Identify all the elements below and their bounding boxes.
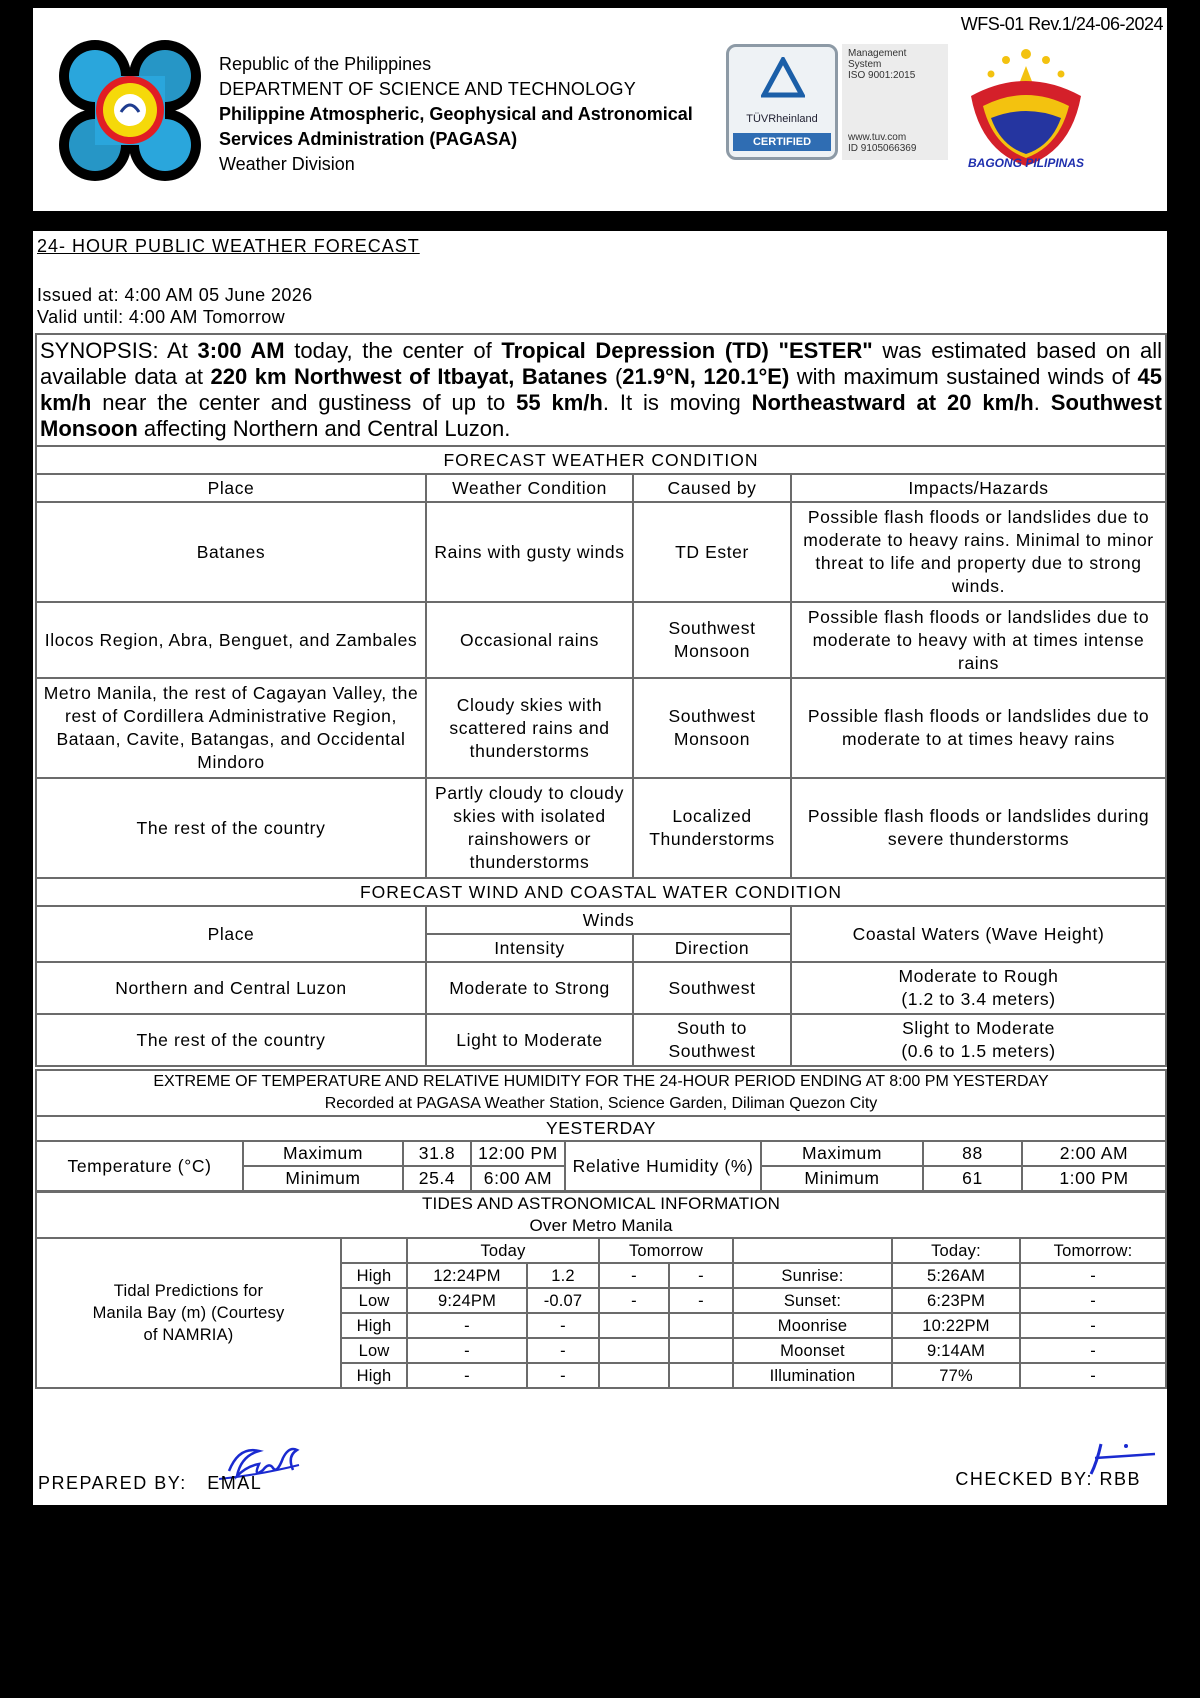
issued-at: Issued at: 4:00 AM 05 June 2026	[37, 285, 313, 305]
astro-label: Sunset:	[733, 1288, 892, 1313]
col-header-impacts: Impacts/Hazards	[791, 474, 1166, 502]
col-header-cause: Caused by	[633, 474, 791, 502]
wind-direction-cell: Southwest	[633, 962, 791, 1014]
synopsis-text: SYNOPSIS: At	[40, 338, 198, 363]
tuv-details	[842, 44, 948, 160]
place-cell: Batanes	[36, 502, 426, 602]
tide-tomorrow-height	[669, 1313, 733, 1338]
coastal-cell	[791, 962, 1166, 1014]
agency-republic: Republic of the Philippines	[219, 54, 432, 74]
tide-type: High	[341, 1363, 407, 1388]
bagong-pilipinas-text: BAGONG PILIPINAS	[967, 156, 1084, 170]
agency-division: Weather Division	[219, 154, 355, 174]
tuv-system-line: Management	[848, 48, 907, 59]
wind-header-row	[36, 906, 1166, 934]
weather-table	[35, 333, 1167, 1067]
wind-header-intensity: Intensity	[426, 934, 633, 962]
synopsis-text: . It is moving	[602, 390, 752, 415]
agency-block	[219, 52, 693, 177]
tidal-predictions-label: Tidal Predictions for Manila Bay (m) (Courtesy of NAMRIA)	[36, 1238, 341, 1388]
astro-label-header	[733, 1238, 892, 1263]
prepared-by	[38, 1473, 262, 1494]
extremes-max-row	[36, 1141, 1166, 1166]
synopsis-text: .	[1033, 390, 1051, 415]
astro-tomorrow-value: -	[1020, 1263, 1166, 1288]
tuv-web	[848, 132, 916, 154]
tide-tomorrow-height	[669, 1338, 733, 1363]
synopsis-text: today, the center of	[284, 338, 502, 363]
synopsis-text: was estimated based on all available data at	[40, 338, 1163, 389]
wind-section-title: FORECAST WIND AND COASTAL WATER CONDITION	[36, 878, 1166, 906]
prepared-initials: EMAL	[207, 1473, 263, 1493]
tuv-system-line: System	[848, 59, 882, 70]
tuv-badge	[726, 44, 838, 160]
impact-cell: Possible flash floods or landslides due to moderate to heavy rains. Minimal to minor threat to life and property due to strong winds.	[791, 502, 1166, 602]
synopsis-text: (	[607, 364, 623, 389]
wind-place-cell: Northern and Central Luzon	[36, 962, 426, 1014]
synopsis-movement: Northeastward at 20 km/h	[751, 390, 1034, 415]
checked-initials: RBB	[1099, 1469, 1141, 1489]
tide-today-header: Today	[407, 1238, 599, 1263]
tuv-brand: TÜVRheinland	[746, 113, 818, 125]
col-header-condition: Weather Condition	[426, 474, 633, 502]
tuv-id-line: ID 9105066369	[848, 143, 917, 154]
rh-max-time: 2:00 AM	[1022, 1141, 1166, 1166]
tide-today-height: 1.2	[527, 1263, 599, 1288]
rh-min-label: Minimum	[761, 1166, 923, 1191]
condition-cell: Partly cloudy to cloudy skies with isolated rainshowers or thunderstorms	[426, 778, 633, 878]
rh-max-label: Maximum	[761, 1141, 923, 1166]
place-cell: Ilocos Region, Abra, Benguet, and Zambales	[36, 602, 426, 678]
bagong-pilipinas-logo	[961, 36, 1091, 176]
table-row	[36, 962, 1166, 1014]
synopsis-text: affecting Northern and Central Luzon.	[137, 416, 511, 441]
checked-by	[955, 1469, 1141, 1490]
extremes-title-cell	[36, 1070, 1166, 1116]
place-cell: The rest of the country	[36, 778, 426, 878]
tuv-certified: CERTIFIED	[733, 133, 831, 151]
wind-place-cell: The rest of the country	[36, 1014, 426, 1066]
wind-header-winds: Winds	[426, 906, 791, 934]
tide-type: High	[341, 1263, 407, 1288]
tuv-triangle-icon	[761, 57, 805, 101]
astro-today-value: 5:26AM	[892, 1263, 1020, 1288]
rh-min-value: 61	[923, 1166, 1022, 1191]
tide-today-height: -	[527, 1363, 599, 1388]
temp-min-label: Minimum	[243, 1166, 403, 1191]
astro-label: Sunrise:	[733, 1263, 892, 1288]
synopsis-text: near the center and gustiness of up to	[91, 390, 517, 415]
astro-today-value: 10:22PM	[892, 1313, 1020, 1338]
temp-min-value: 25.4	[403, 1166, 471, 1191]
wave-height: (1.2 to 3.4 meters)	[901, 989, 1056, 1009]
temperature-label: Temperature (°C)	[36, 1141, 243, 1191]
extremes-title: EXTREME OF TEMPERATURE AND RELATIVE HUMIDITY FOR THE 24-HOUR PERIOD ENDING AT 8:00 PM YESTERDAY	[153, 1073, 1049, 1090]
wind-header-coastal: Coastal Waters (Wave Height)	[791, 906, 1166, 962]
synopsis-system: Tropical Depression (TD) "ESTER"	[501, 338, 873, 363]
astro-today-value: 9:14AM	[892, 1338, 1020, 1363]
synopsis-gustiness: 55 km/h	[516, 390, 603, 415]
impact-cell: Possible flash floods or landslides due to moderate to at times heavy rains	[791, 678, 1166, 778]
cause-cell: Southwest Monsoon	[633, 678, 791, 778]
prepared-label: PREPARED BY:	[38, 1473, 187, 1493]
astro-tomorrow-value: -	[1020, 1363, 1166, 1388]
temp-max-value: 31.8	[403, 1141, 471, 1166]
tide-type-header	[341, 1238, 407, 1263]
tides-table	[35, 1191, 1167, 1389]
wind-intensity-cell: Moderate to Strong	[426, 962, 633, 1014]
tide-tomorrow-time	[599, 1363, 669, 1388]
condition-cell: Cloudy skies with scattered rains and thunderstorms	[426, 678, 633, 778]
synopsis-coordinates: 21.9°N, 120.1°E)	[622, 364, 790, 389]
tide-today-time: -	[407, 1313, 527, 1338]
tuv-web-line: www.tuv.com	[848, 132, 907, 143]
tide-type: High	[341, 1313, 407, 1338]
astro-tomorrow-value: -	[1020, 1313, 1166, 1338]
astro-today-value: 6:23PM	[892, 1288, 1020, 1313]
astro-label: Moonset	[733, 1338, 892, 1363]
tide-today-time: -	[407, 1338, 527, 1363]
impact-cell: Possible flash floods or landslides due to moderate to heavy with at times intense rains	[791, 602, 1166, 678]
astro-label: Illumination	[733, 1363, 892, 1388]
tide-tomorrow-time: -	[599, 1288, 669, 1313]
place-cell: Metro Manila, the rest of Cagayan Valley, the rest of Cordillera Administrative Region, Bataan, Cavite, Batangas, and Occidental Mindoro	[36, 678, 426, 778]
cause-cell: Southwest Monsoon	[633, 602, 791, 678]
tide-type: Low	[341, 1288, 407, 1313]
tide-type: Low	[341, 1338, 407, 1363]
wave-height: (0.6 to 1.5 meters)	[901, 1041, 1056, 1061]
extremes-table	[35, 1069, 1167, 1192]
tide-tomorrow-height: -	[669, 1263, 733, 1288]
tides-title: TIDES AND ASTRONOMICAL INFORMATION	[421, 1194, 781, 1213]
table-row	[36, 678, 1166, 778]
synopsis-time: 3:00 AM	[197, 338, 285, 363]
synopsis	[36, 334, 1166, 446]
tide-tomorrow-time: -	[599, 1263, 669, 1288]
checked-label: CHECKED BY:	[955, 1469, 1093, 1489]
tuv-certification	[726, 44, 948, 160]
agency-pagasa-short: Services Administration (PAGASA)	[219, 129, 518, 149]
extremes-subtitle: Recorded at PAGASA Weather Station, Science Garden, Diliman Quezon City	[324, 1095, 878, 1112]
col-header-place: Place	[36, 474, 426, 502]
astro-today-value: 77%	[892, 1363, 1020, 1388]
weather-section-title: FORECAST WEATHER CONDITION	[36, 446, 1166, 474]
tides-header-row	[36, 1238, 1166, 1263]
coastal-condition: Moderate to Rough	[898, 966, 1059, 986]
tide-tomorrow-height	[669, 1363, 733, 1388]
rh-max-value: 88	[923, 1141, 1022, 1166]
tide-today-height: -	[527, 1338, 599, 1363]
table-row	[36, 1014, 1166, 1066]
wind-header-place: Place	[36, 906, 426, 962]
tides-title-cell	[36, 1192, 1166, 1238]
tide-tomorrow-header: Tomorrow	[599, 1238, 733, 1263]
table-row	[36, 502, 1166, 602]
synopsis-location: 220 km Northwest of Itbayat, Batanes	[210, 364, 608, 389]
condition-cell: Rains with gusty winds	[426, 502, 633, 602]
astro-label: Moonrise	[733, 1313, 892, 1338]
impact-cell: Possible flash floods or landslides during severe thunderstorms	[791, 778, 1166, 878]
temp-max-time: 12:00 PM	[471, 1141, 565, 1166]
coastal-condition: Slight to Moderate	[902, 1018, 1055, 1038]
astro-tomorrow-value: -	[1020, 1338, 1166, 1363]
temp-min-time: 6:00 AM	[471, 1166, 565, 1191]
synopsis-text: with maximum sustained winds of	[789, 364, 1138, 389]
tide-tomorrow-time	[599, 1313, 669, 1338]
condition-cell: Occasional rains	[426, 602, 633, 678]
synopsis-max-winds: 45 km/h	[40, 364, 1162, 415]
wind-intensity-cell: Light to Moderate	[426, 1014, 633, 1066]
wind-header-direction: Direction	[633, 934, 791, 962]
forecast-title: 24- HOUR PUBLIC WEATHER FORECAST	[37, 236, 420, 256]
table-row	[36, 602, 1166, 678]
tide-today-time: 12:24PM	[407, 1263, 527, 1288]
issue-info	[37, 284, 313, 328]
wind-direction-cell: South to Southwest	[633, 1014, 791, 1066]
humidity-label: Relative Humidity (%)	[565, 1141, 761, 1191]
weather-header-row	[36, 474, 1166, 502]
coastal-cell	[791, 1014, 1166, 1066]
tides-subtitle: Over Metro Manila	[529, 1216, 673, 1235]
astro-tomorrow-value: -	[1020, 1288, 1166, 1313]
table-row	[36, 778, 1166, 878]
temp-max-label: Maximum	[243, 1141, 403, 1166]
forecast-document	[33, 231, 1167, 1505]
valid-until: Valid until: 4:00 AM Tomorrow	[37, 307, 286, 327]
tide-today-height: -0.07	[527, 1288, 599, 1313]
synopsis-monsoon: Southwest Monsoon	[40, 390, 1163, 441]
agency-pagasa-full: Philippine Atmospheric, Geophysical and Astronomical	[219, 104, 693, 124]
tide-today-time: 9:24PM	[407, 1288, 527, 1313]
tuv-iso-line: ISO 9001:2015	[848, 70, 916, 81]
tide-today-time: -	[407, 1363, 527, 1388]
cause-cell: Localized Thunderstorms	[633, 778, 791, 878]
rh-min-time: 1:00 PM	[1022, 1166, 1166, 1191]
astro-today-header: Today:	[892, 1238, 1020, 1263]
tide-today-height: -	[527, 1313, 599, 1338]
yesterday-label: YESTERDAY	[36, 1116, 1166, 1141]
cause-cell: TD Ester	[633, 502, 791, 602]
form-code: WFS-01 Rev.1/24-06-2024	[960, 14, 1163, 34]
pagasa-logo	[55, 38, 205, 183]
synopsis-row	[36, 334, 1166, 446]
astro-tomorrow-header: Tomorrow:	[1020, 1238, 1166, 1263]
agency-dost: DEPARTMENT OF SCIENCE AND TECHNOLOGY	[219, 79, 636, 99]
letterhead	[33, 8, 1167, 211]
tide-tomorrow-time	[599, 1338, 669, 1363]
tide-tomorrow-height: -	[669, 1288, 733, 1313]
